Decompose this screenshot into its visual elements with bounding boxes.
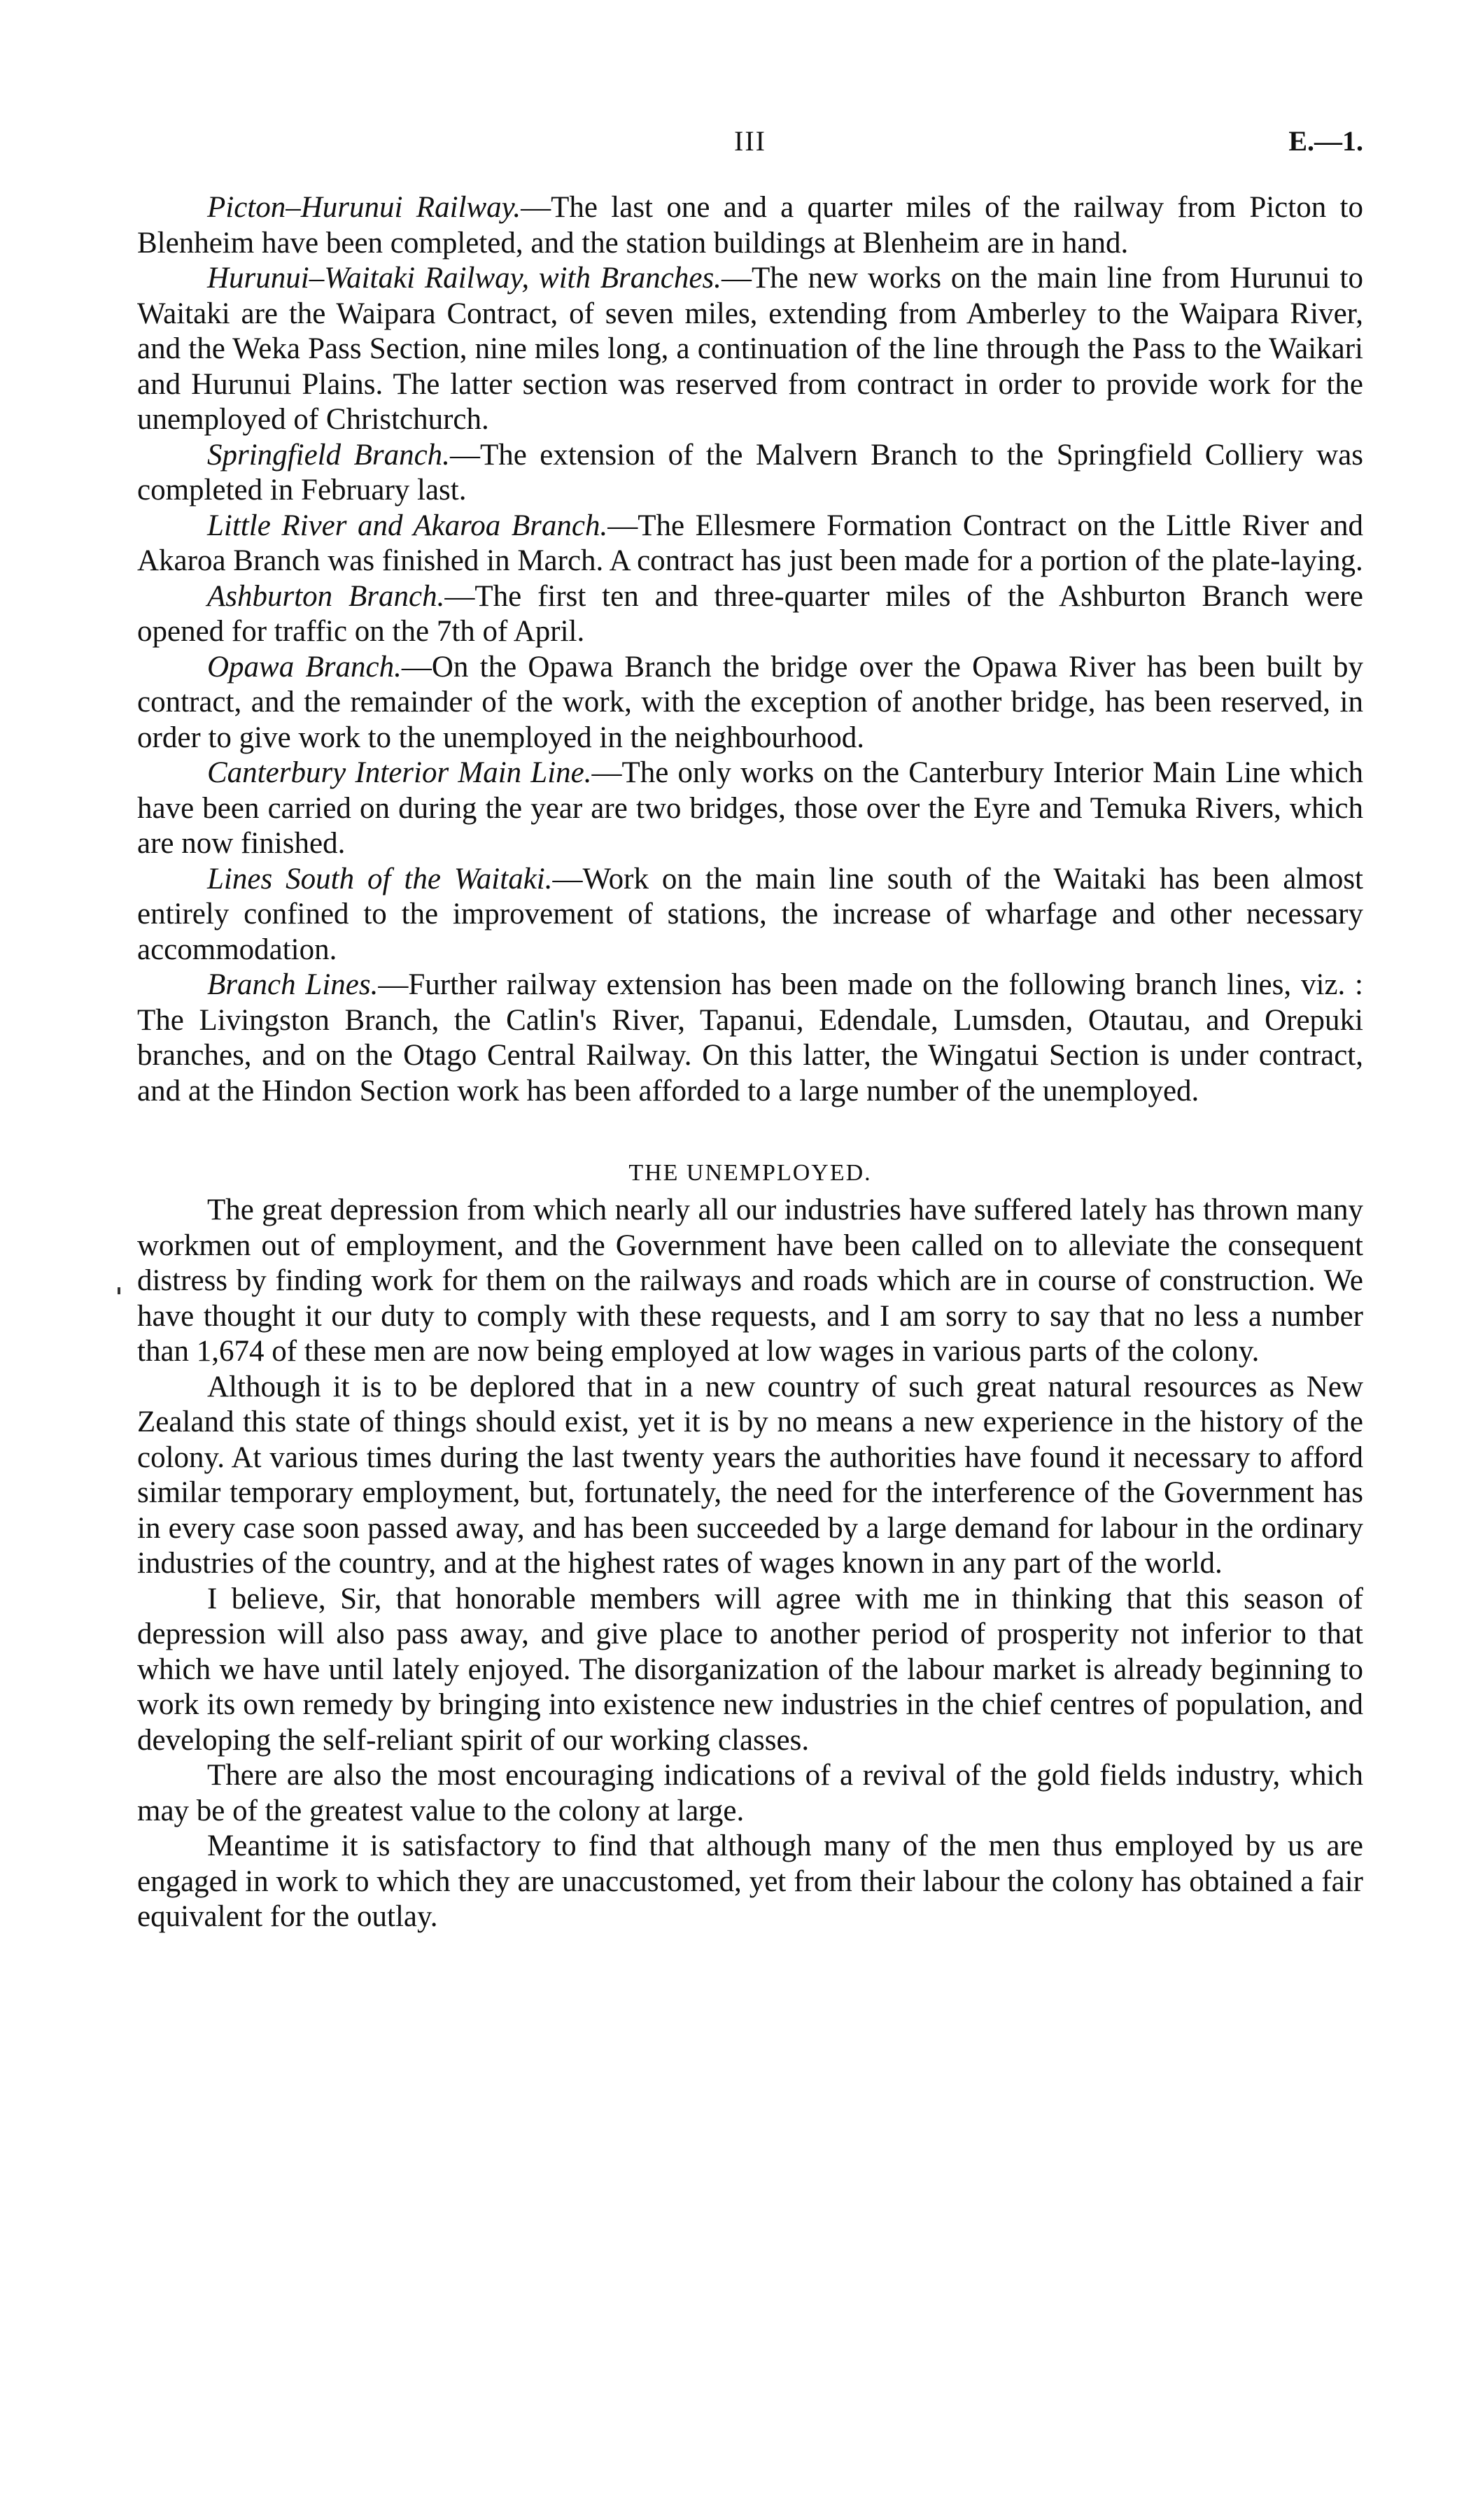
paragraph-little-river — [137, 509, 1363, 579]
scan-speck — [118, 1287, 120, 1294]
paragraph-text: Although it is to be deplored that in a new country of such great natural resources as New Zealand this state of things should exist, yet it is by no means a new experience in the history of the colony. At various times during the last twenty years the authorities have found it necessary to afford similar temporary employment, but, fortunately, the need for the interference of the Government has in every case soon passed away, and has been succeeded by a large demand for labour in the ordinary industries of the country, and at the highest rates of wages known in any part of the world. — [137, 1370, 1363, 1580]
paragraph-lead: Hurunui–Waitaki Railway, with Branches. — [207, 262, 722, 295]
paragraph-lead: Lines South of the Waitaki. — [207, 862, 553, 896]
paragraph-text: I believe, Sir, that honorable members will agree with me in thinking that this season of depression will also pass away, and give place to another period of prosperity not inferior to that which we have until lately enjoyed. The disorganization of the labour market is already beginning to work its own remedy by bringing into existence new industries in the chief centres of population, and developing the self-reliant spirit of our working classes. — [137, 1582, 1363, 1757]
paragraph-text: —The extension of the Malvern Branch to the Springfield Colliery was completed in February last. — [137, 438, 1363, 507]
paragraph-south-waitaki — [137, 862, 1363, 968]
paragraph-lead: Branch Lines. — [207, 968, 379, 1001]
paragraph-text: The great depression from which nearly all our industries have suffered lately has thrown many workmen out of employment, and the Government have been called on to alleviate the consequent distress by finding work for them on the railways and roads which are in course of construction. We have thought it our duty to comply with these requests, and I am sorry to say that no less a number than 1,674 of these men are now being employed at low wages in various parts of the colony. — [137, 1194, 1363, 1368]
railway-works-section — [137, 190, 1363, 1109]
paragraph-depression — [137, 1193, 1363, 1370]
paragraph-hurunui-waitaki — [137, 261, 1363, 438]
paragraph-lead: Picton–Hurunui Railway. — [207, 191, 521, 224]
document-reference: E.—1. — [1288, 125, 1363, 157]
paragraph-ashburton — [137, 579, 1363, 650]
paragraph-picton-hurunui — [137, 190, 1363, 261]
paragraph-branch-lines — [137, 968, 1363, 1109]
paragraph-lead: Little River and Akaroa Branch. — [207, 509, 608, 542]
paragraph-text: —The first ten and three-quarter miles of the Ashburton Branch were opened for traffic on the 7th of April. — [137, 579, 1363, 648]
paragraph-text: —The Ellesmere Formation Contract on the Little River and Akaroa Branch was finished in March. A contract has just been made for a portion of the plate-laying. — [137, 509, 1364, 577]
page-number: III — [734, 125, 766, 157]
paragraph-text: —The last one and a quarter miles of the railway from Picton to Blenheim have been completed, and the station buildings at Blenheim are in hand. — [137, 191, 1363, 260]
paragraph-honorable-members — [137, 1582, 1363, 1759]
paragraph-text: There are also the most encouraging indications of a revival of the gold fields industry, which may be of the greatest value to the colony at large. — [137, 1759, 1363, 1827]
paragraph-lead: Ashburton Branch. — [207, 579, 445, 613]
paragraph-lead: Canterbury Interior Main Line. — [207, 756, 592, 789]
paragraph-lead: Springfield Branch. — [207, 438, 450, 472]
paragraph-canterbury-interior — [137, 756, 1363, 862]
paragraph-text: —The new works on the main line from Hurunui to Waitaki are the Waipara Contract, of seven miles, extending from Amberley to the Waipara River, and the Weka Pass Section, nine miles long, a continuation of the line through the Pass to the Waikari and Hurunui Plains. The latter section was reserved from contract in order to provide work for the unemployed of Christchurch. — [137, 262, 1363, 436]
paragraph-text: —On the Opawa Branch the bridge over the Opawa River has been built by contract, and the remainder of the work, with the exception of another bridge, has been reserved, in order to give work to the unemployed in the neighbourhood. — [137, 650, 1364, 754]
paragraph-text: —Work on the main line south of the Waitaki has been almost entirely confined to the improvement of stations, the increase of wharfage and other necessary accommodation. — [137, 862, 1364, 966]
paragraph-deplored — [137, 1370, 1363, 1582]
paragraph-text: —Further railway extension has been made on the following branch lines, viz. : The Livingston Branch, the Catlin's River, Tapanui, Edendale, Lumsden, Otautau, and Orepuki branches, and on the Otago Central Railway. On this latter, the Wingatui Section is under contract, and at the Hindon Section work has been afforded to a large number of the unemployed. — [137, 968, 1363, 1107]
section-heading: THE UNEMPLOYED. — [628, 1160, 872, 1186]
paragraph-opawa — [137, 650, 1363, 756]
unemployed-section — [137, 1158, 1363, 1935]
paragraph-text: Meantime it is satisfactory to find that although many of the men thus employed by us are engaged in work to which they are unaccustomed, yet from their labour the colony has obtained a fair equivalent for the outlay. — [137, 1829, 1363, 1933]
paragraph-lead: Opawa Branch. — [207, 650, 402, 684]
paragraph-springfield — [137, 438, 1363, 509]
page-header — [137, 125, 1363, 167]
paragraph-gold-fields — [137, 1758, 1363, 1829]
paragraph-text: —The only works on the Canterbury Interior Main Line which have been carried on during the year are two bridges, those over the Eyre and Temuka Rivers, which are now finished. — [137, 756, 1363, 860]
paragraph-meantime — [137, 1829, 1363, 1935]
document-body — [137, 190, 1363, 1935]
